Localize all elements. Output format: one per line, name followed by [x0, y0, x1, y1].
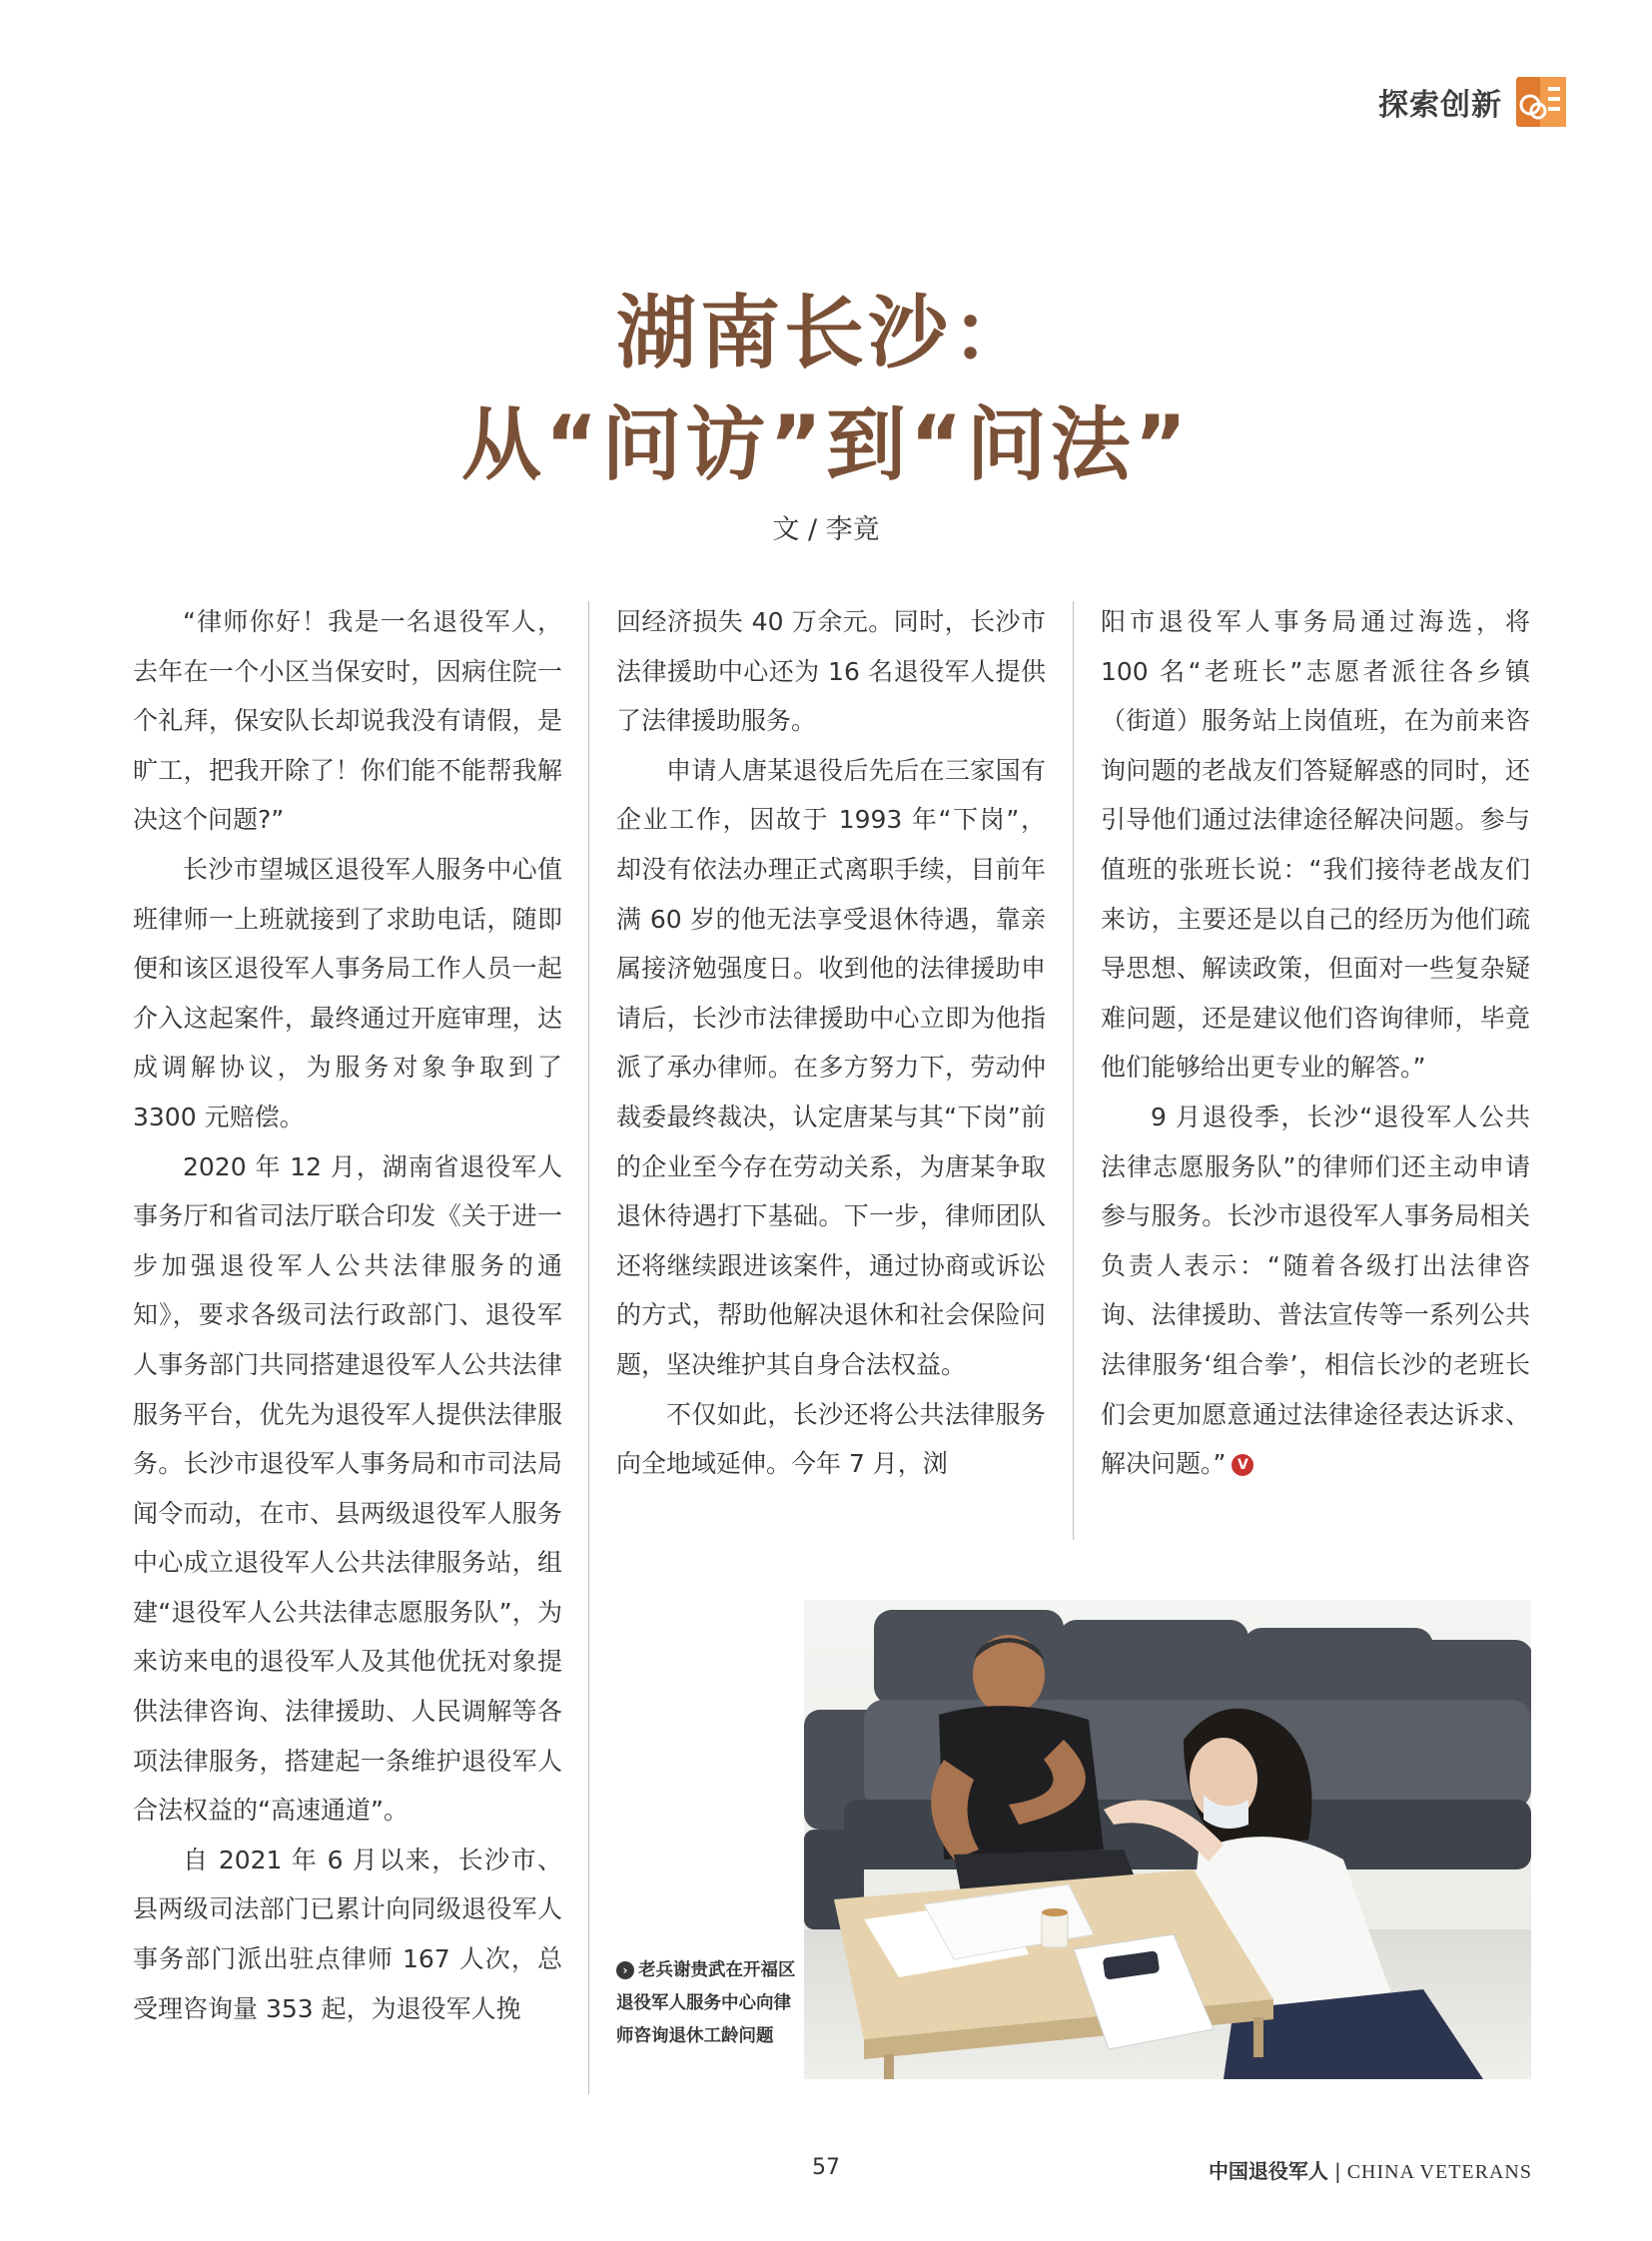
paragraph: 回经济损失 40 万余元。同时，长沙市法律援助中心还为 16 名退役军人提供了法律援助服务。 [616, 607, 1046, 736]
article-title-line-1: 湖南长沙： [616, 287, 1036, 379]
paragraph: 阳市退役军人事务局通过海选，将 100 名“老班长”志愿者派往各乡镇（街道）服务站上岗值班，在为前来咨询问题的老战友们答疑解惑的同时，还引导他们通过法律途径解决问题。参与值班的张班长说：“我们接待老战友们来访，主要还是以自己的经历为他们疏导思想、解读政策，但面对一些复杂疑难问题，还是建议他们咨询律师，毕竟他们能够给出更专业的解答。” [1101, 607, 1530, 1083]
paragraph: “律师你好！我是一名退役军人，去年在一个小区当保安时，因病住院一个礼拜，保安队长却说我没有请假，是旷工，把我开除了！你们能不能帮我解决这个问题?” [133, 607, 562, 835]
end-mark-icon: V [1232, 1454, 1253, 1476]
consultation-scene-image [804, 1600, 1531, 2079]
text-column-1 [133, 597, 562, 2033]
photo-caption-text: 老兵谢贵武在开福区退役军人服务中心向律师咨询退休工龄问题 [616, 1960, 796, 2046]
text-column-3 [1101, 597, 1530, 1489]
paragraph: 长沙市望城区退役军人服务中心值班律师一上班就接到了求助电话，随即便和该区退役军人事务局工作人员一起介入这起案件，最终通过开庭审理，达成调解协议，为服务对象争取到了 3300 元赔偿。 [133, 854, 562, 1131]
article-title [0, 278, 1652, 501]
paragraph [1101, 1093, 1530, 1489]
footer-separator: | [1333, 2159, 1341, 2183]
paragraph: 申请人唐某退役后先后在三家国有企业工作，因故于 1993 年“下岗”，却没有依法办理正式离职手续，目前年满 60 岁的他无法享受退休待遇，靠亲属接济勉强度日。收到他的法律援助申请后，长沙市法律援助中心立即为他指派了承办律师。在多方努力下，劳动仲裁委最终裁决，认定唐某与其“下岗”前的企业至今存在劳动关系，为唐某争取退休待遇打下基础。下一步，律师团队还将继续跟进该案件，通过协商或诉讼的方式，帮助他解决退休和社会保险问题，坚决维护其自身合法权益。 [616, 755, 1046, 1379]
section-emblem-icon [1514, 75, 1568, 129]
section-label: 探索创新 [1378, 88, 1502, 123]
magazine-footer [1209, 2155, 1532, 2184]
page-number: 57 [812, 2155, 840, 2180]
magazine-name-en: CHINA VETERANS [1346, 2161, 1532, 2183]
paragraph-text: 9 月退役季，长沙“退役军人公共法律志愿服务队”的律师们还主动申请参与服务。长沙市退役军人事务局相关负责人表示：“随着各级打出法律咨询、法律援助、普法宣传等一系列公共法律服务‘组合拳’，相信长沙的老班长们会更加愿意通过法律途径表达诉求、解决问题。” [1101, 1102, 1530, 1479]
section-tag [1378, 74, 1568, 130]
column-divider [1073, 601, 1074, 1540]
magazine-name-cn: 中国退役军人 [1208, 2159, 1328, 2183]
paragraph: 自 2021 年 6 月以来，长沙市、县两级司法部门已累计向同级退役军人事务部门派出驻点律师 167 人次，总受理咨询量 353 起，为退役军人挽 [133, 1845, 562, 2023]
article-photo [804, 1600, 1531, 2079]
column-divider [588, 601, 589, 2094]
chevron-right-circle-icon: › [616, 1961, 634, 1979]
photo-caption [616, 1954, 796, 2053]
paragraph: 不仅如此，长沙还将公共法律服务向全地域延伸。今年 7 月，浏 [616, 1399, 1046, 1479]
article-title-line-2: 从“问访”到“问法” [460, 398, 1192, 491]
byline: 文 / 李竟 [772, 514, 880, 545]
paragraph: 2020 年 12 月，湖南省退役军人事务厅和省司法厅联合印发《关于进一步加强退役军人公共法律服务的通知》，要求各级司法行政部门、退役军人事务部门共同搭建退役军人公共法律服务平台，优先为退役军人提供法律服务。长沙市退役军人事务局和市司法局闻令而动，在市、县两级退役军人服务中心成立退役军人公共法律服务站，组建“退役军人公共法律志愿服务队”，为来访来电的退役军人及其他优抚对象提供法律咨询、法律援助、人民调解等各项法律服务，搭建起一条维护退役军人合法权益的“高速通道”。 [133, 1151, 562, 1826]
text-column-2 [616, 597, 1046, 1489]
